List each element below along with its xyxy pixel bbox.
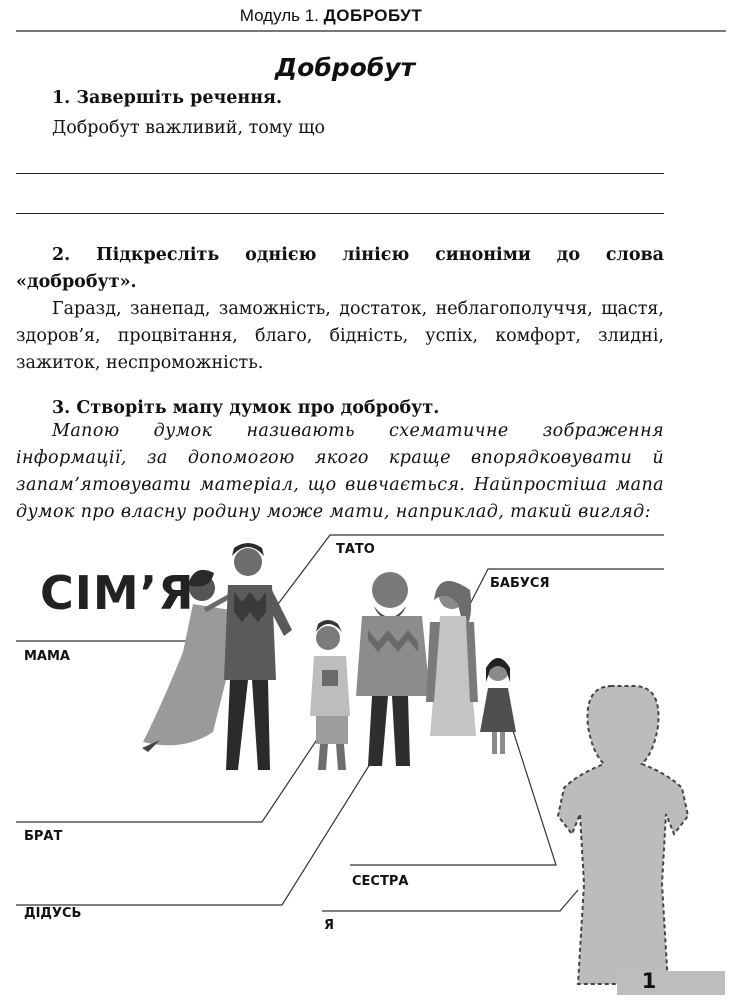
grandpa-figure	[356, 572, 430, 766]
me-silhouette	[558, 686, 688, 984]
task2-heading: 2. Підкресліть однією лінією синоніми до слова «добробут».	[16, 245, 664, 292]
task3-heading: 3. Створіть мапу думок про добробут.	[52, 398, 440, 418]
module-name: ДОБРОБУТ	[323, 6, 423, 25]
task3-description: Мапою думок називають схематичне зображення інформації, за допомогою якого краще впорядковувати й запам’ятовувати матеріал, що вивчається. Найпростіша мапа думок про власну родину може мати, наприклад, такий вигляд:	[16, 421, 664, 522]
label-grandpa: ДІДУСЬ	[24, 906, 82, 921]
connector-grandpa	[16, 748, 380, 905]
grandma-figure	[426, 581, 478, 736]
label-me: Я	[324, 918, 335, 933]
label-grandma: БАБУСЯ	[490, 576, 550, 591]
task1-prompt: Добробут важливий, тому що	[52, 118, 326, 138]
label-mom: МАМА	[24, 649, 70, 664]
label-dad: ТАТО	[336, 542, 375, 557]
module-label: Модуль 1.	[239, 6, 319, 25]
label-brother: БРАТ	[24, 829, 63, 844]
page-title: Добробут	[274, 53, 416, 82]
brother-figure	[310, 620, 350, 770]
mind-map-center-word: СІМ’Я	[40, 566, 195, 620]
label-sister: СЕСТРА	[352, 874, 409, 889]
task2-word-list: Гаразд, занепад, заможність, достаток, неблагополуччя, щастя, здоров’я, процвітання, благо, бідність, успіх, комфорт, злидні, зажиток, неспроможність.	[16, 299, 664, 373]
dad-figure	[224, 543, 292, 770]
page-number: 1	[641, 969, 657, 993]
task1-heading: 1. Завершіть речення.	[52, 88, 283, 108]
connector-me	[322, 890, 578, 911]
sister-figure	[480, 658, 516, 754]
